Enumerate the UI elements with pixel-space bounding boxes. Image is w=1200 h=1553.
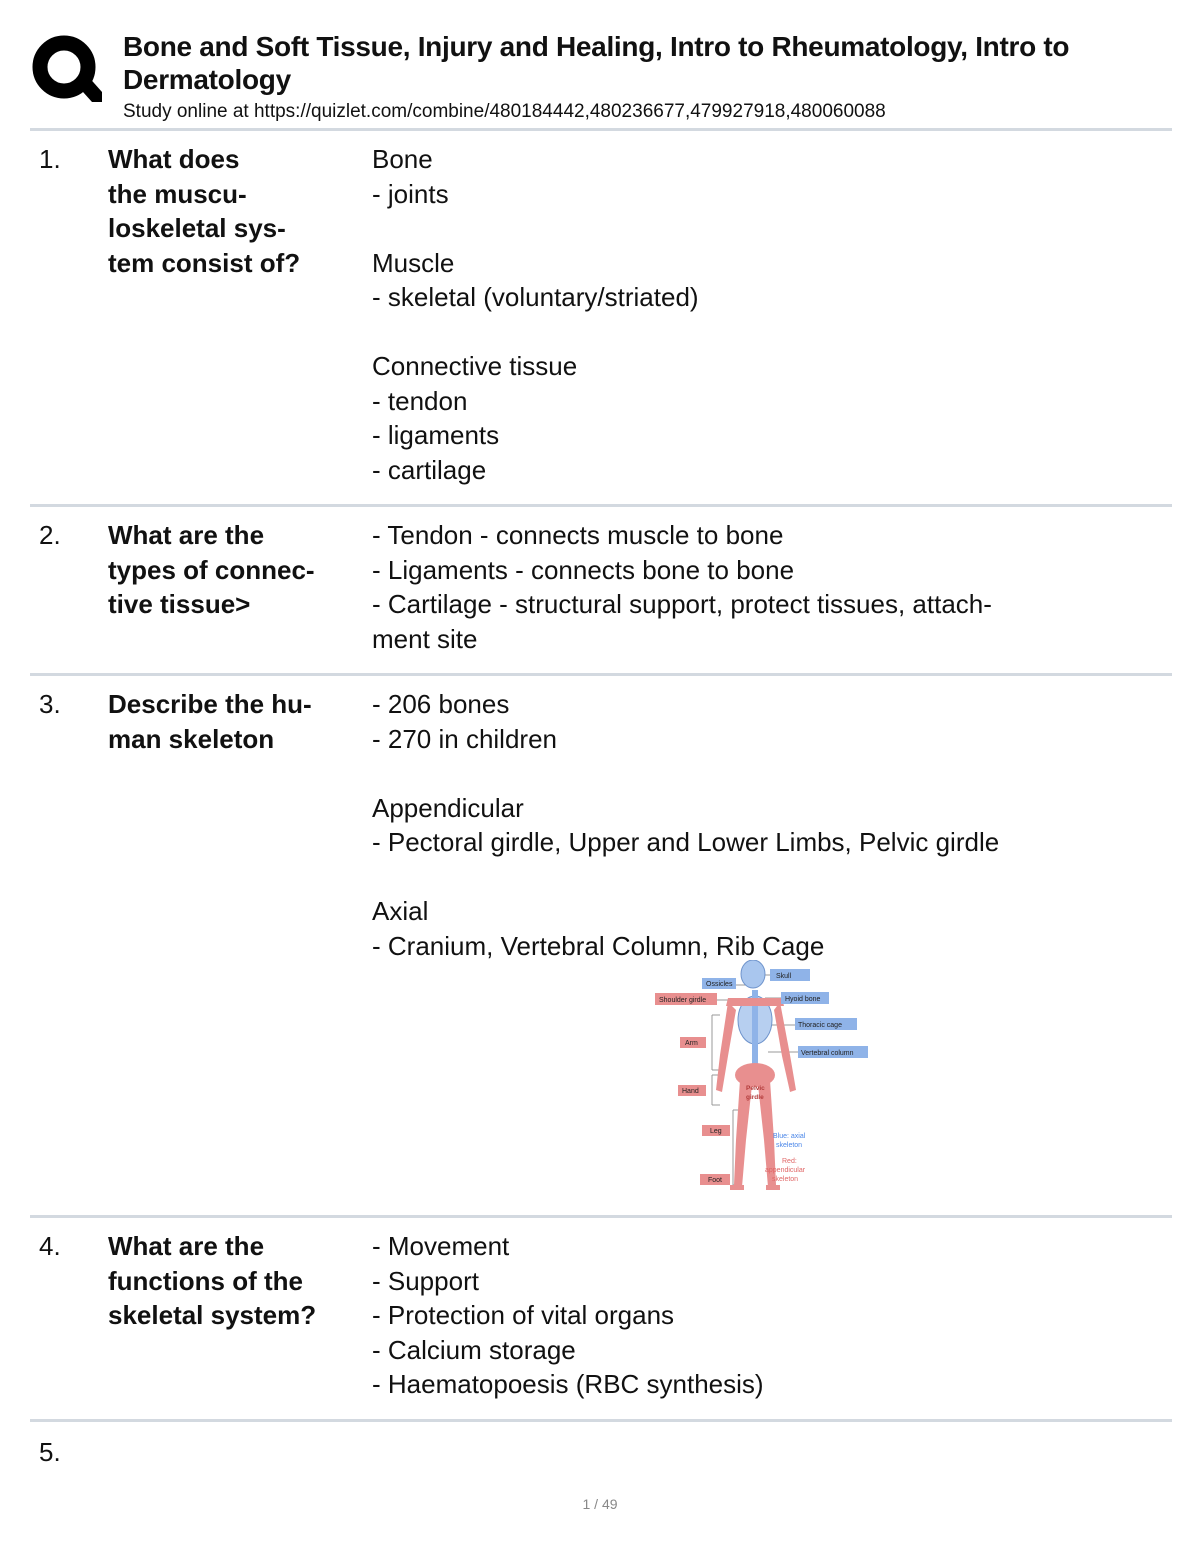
figure-label: Leg [710,1128,722,1135]
definition-line [372,211,1162,246]
term-line: tive tissue> [108,589,251,619]
figure-label: Vertebral column [801,1050,854,1057]
definition-line: - Calcium storage [372,1334,576,1365]
legend-axial: Blue: axial [773,1133,806,1140]
definition-line: - joints [372,178,449,209]
definition-line: - Protection of vital organs [372,1300,675,1330]
skeleton-diagram-icon [650,960,880,1200]
figure-label: Pelvic [746,1085,765,1092]
figure-label: Arm [685,1040,698,1047]
definition-line: - Support [372,1265,479,1296]
definition-line: - Cartilage - structural support, protect tissues, attach- [372,589,992,619]
definition-line: - Haematopoesis (RBC synthesis) [372,1369,764,1399]
figure-label: girdle [746,1094,764,1101]
definition-line: Axial [372,896,429,926]
definition-line: Connective tissue [372,351,578,381]
definition-line: - cartilage [372,454,487,485]
card-definition [372,687,1162,963]
card-number: 4. [39,1231,61,1261]
definition-line: - tendon [372,385,468,416]
figure-label: Thoracic cage [798,1022,842,1029]
term-line: skeletal system? [108,1300,317,1330]
document-header [0,0,1200,130]
document-title: Bone and Soft Tissue, Injury and Healing, Intro to Rheumatology, Intro to Dermatology [123,31,1070,95]
term-line: tem consist of? [108,247,301,278]
definition-line: Bone [372,144,433,174]
card-term [108,142,366,280]
legend-axial: skeleton [776,1142,803,1149]
term-line: Describe the hu- [108,689,312,719]
definition-line: ment site [372,623,478,654]
definition-line: - Cranium, Vertebral Column, Rib Cage [372,930,825,961]
term-line: loskeletal sys- [108,213,286,243]
definition-line: - Movement [372,1231,510,1261]
card-number: 1. [39,144,61,174]
figure-label: Foot [708,1177,723,1184]
definition-line: - 206 bones [372,689,510,719]
card-definition [372,142,1162,487]
divider [30,504,1172,507]
legend-appendicular: Red: [782,1158,797,1165]
divider [30,1419,1172,1422]
term-line: functions of the [108,1265,303,1296]
card-number: 2. [39,520,61,550]
divider [30,673,1172,676]
definition-line: - Ligaments - connects bone to bone [372,554,795,585]
figure-label: Ossicles [706,981,733,988]
card-definition [372,1229,1162,1402]
definition-line: - ligaments [372,420,500,450]
definition-line: - 270 in children [372,723,557,754]
page-indicator: 1 / 49 [582,1496,618,1512]
definition-line [372,756,1162,791]
card-definition [372,518,1162,656]
definition-line: Appendicular [372,792,524,823]
definition-line: - skeletal (voluntary/striated) [372,282,699,312]
term-line: man skeleton [108,723,275,754]
study-online-link[interactable]: Study online at https://quizlet.com/combine/480184442,480236677,479927918,480060088 [123,101,886,122]
definition-line [372,860,1162,895]
legend-appendicular: skeleton [772,1176,799,1183]
divider [30,1215,1172,1218]
definition-line: Muscle [372,247,455,278]
definition-line: - Tendon - connects muscle to bone [372,520,784,550]
card-number: 3. [39,689,61,719]
definition-line: - Pectoral girdle, Upper and Lower Limbs, Pelvic girdle [372,827,1000,857]
divider [30,128,1172,131]
figure-label: Hand [682,1088,699,1095]
term-line: What are the [108,520,265,550]
figure-label: Shoulder girdle [659,997,707,1004]
figure-label: Hyoid bone [785,996,821,1003]
card-term [108,518,366,622]
definition-line [372,315,1162,350]
term-line: What does [108,144,240,174]
term-line: types of connec- [108,554,315,585]
card-term [108,687,366,756]
card-term [108,1229,366,1333]
legend-appendicular: appendicular [765,1167,806,1174]
quizlet-q-logo-icon [30,32,102,104]
card-number: 5. [39,1437,61,1467]
term-line: the muscu- [108,178,247,209]
term-line: What are the [108,1231,265,1261]
figure-label: Skull [776,973,792,980]
